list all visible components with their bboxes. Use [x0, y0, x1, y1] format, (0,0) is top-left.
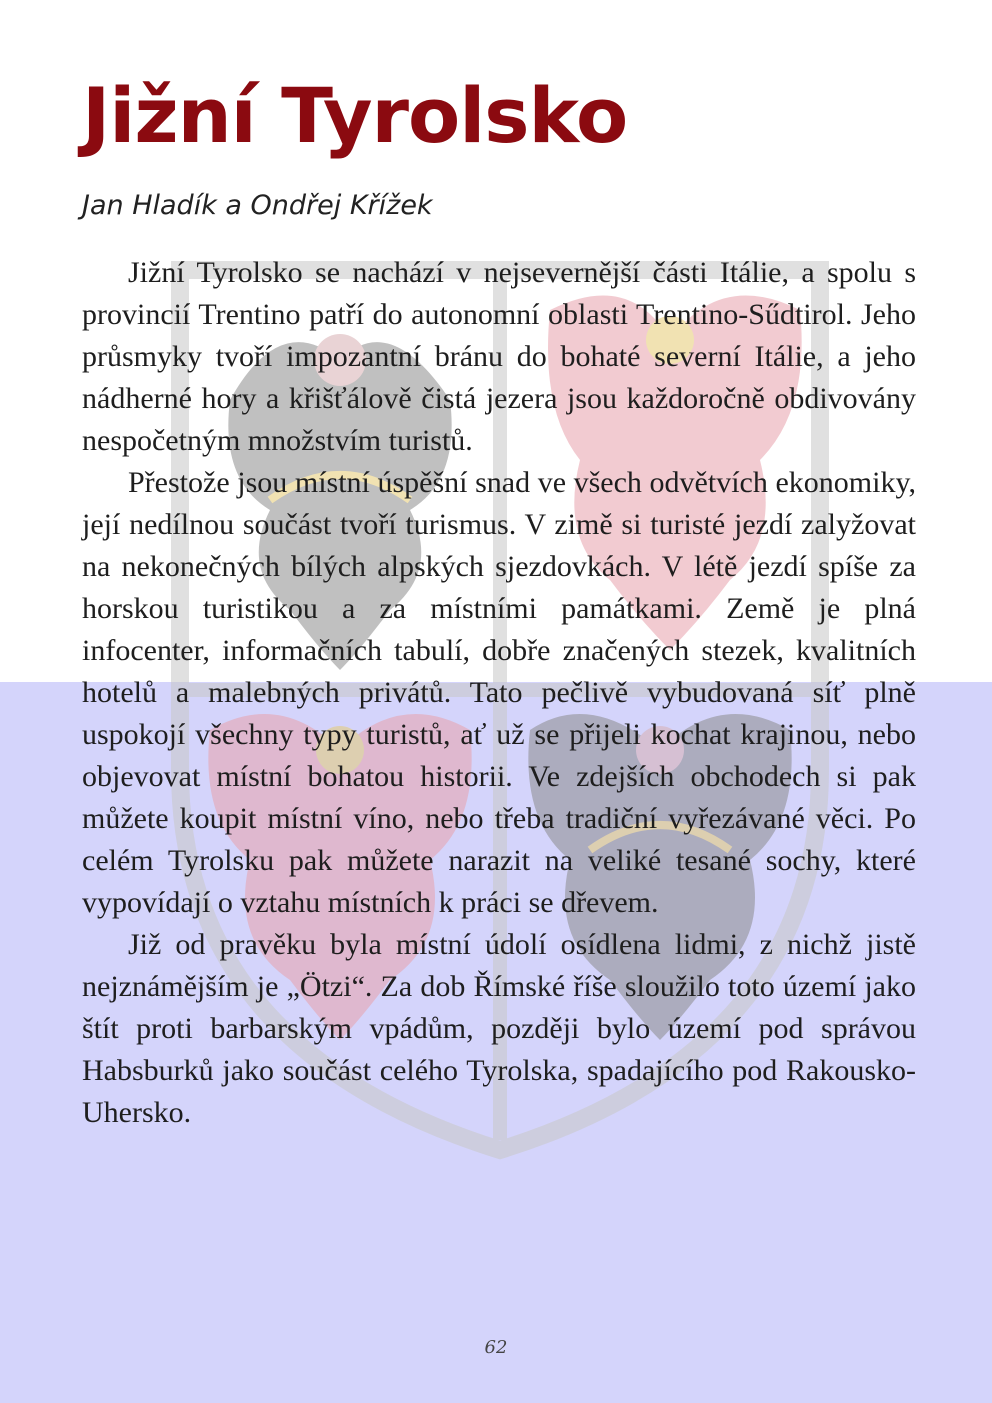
article-title: Jižní Tyrolsko	[82, 71, 628, 160]
page-number: 62	[484, 1337, 508, 1358]
article-body	[82, 252, 916, 1134]
paragraph-3: Již od pravěku byla místní údolí osídlena lidmi, z nichž jistě nejznámějším je „Ötzi“. Za dob Římské říše sloužilo toto území jako štít proti barbarským vpádům, později bylo území pod správou Habsburků jako součást celého Tyrolska, spadajícího pod Rakousko-Uhersko.	[82, 928, 916, 1129]
article-authors: Jan Hladík a Ondřej Křížek	[82, 190, 433, 221]
paragraph-2: Přestože jsou místní úspěšní snad ve všech odvětvích ekonomiky, její nedílnou součást tvoří turismus. V zimě si turisté jezdí zalyžovat na nekonečných bílých alpských sjezdovkách. V létě jezdí spíše za horskou turistikou a za místními památkami. Země je plná infocenter, informačních tabulí, dobře značených stezek, kvalitních hotelů a malebných privátů. Tato pečlivě vybudovaná síť plně uspokojí všechny typy turistů, ať už se přijeli kochat krajinou, nebo objevovat místní bohatou historii. Ve zdejších obchodech si pak můžete koupit místní víno, nebo třeba tradiční vyřezávané věci. Po celém Tyrolsku pak můžete narazit na veliké tesané sochy, které vypovídají o vztahu místních k práci se dřevem.	[82, 466, 916, 919]
paragraph-1: Jižní Tyrolsko se nachází v nejsevernější části Itálie, a spolu s provincií Trentino patří do autonomní oblasti Trentino-Sűdtirol. Jeho průsmyky tvoří impozantní bránu do bohaté severní Itálie, a jeho nádherné hory a křišťálově čistá jezera jsou každoročně obdivovány nespočetným množstvím turistů.	[82, 256, 916, 457]
